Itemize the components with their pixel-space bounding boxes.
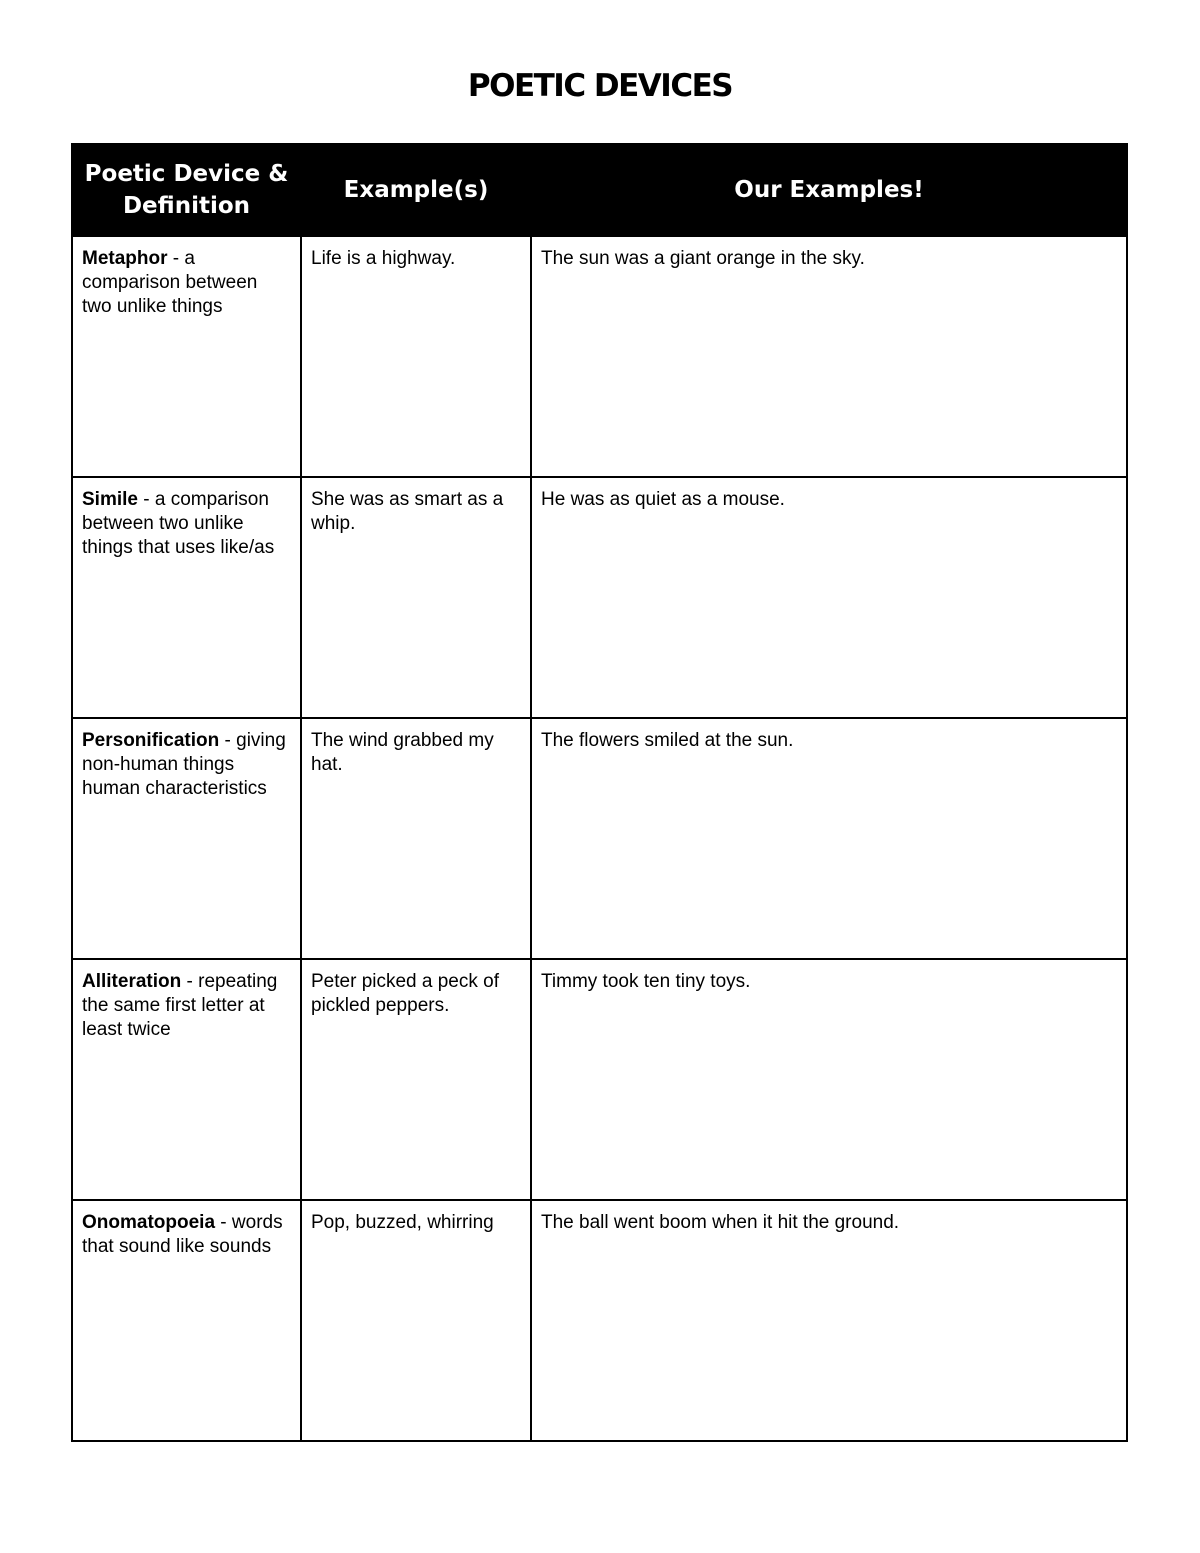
device-term: Onomatopoeia <box>82 1212 216 1233</box>
header-our-examples: Our Examples! <box>531 144 1127 236</box>
device-term: Alliteration <box>82 971 182 992</box>
device-definition: - repeating the same first letter at least twice <box>82 971 278 1040</box>
table-row <box>72 718 1127 959</box>
table-row <box>72 236 1127 477</box>
device-definition: - a comparison between two unlike things that uses like/as <box>82 489 275 558</box>
page-title: POETIC DEVICES <box>467 68 733 104</box>
table-row <box>72 477 1127 718</box>
example-cell: The wind grabbed my hat. <box>301 718 531 959</box>
device-definition-cell <box>72 1200 301 1441</box>
header-examples: Example(s) <box>301 144 531 236</box>
our-example-cell: The ball went boom when it hit the ground. <box>531 1200 1127 1441</box>
device-definition-cell <box>72 477 301 718</box>
device-definition-cell <box>72 236 301 477</box>
device-term: Metaphor <box>82 248 168 269</box>
example-cell: Pop, buzzed, whirring <box>301 1200 531 1441</box>
example-cell: Peter picked a peck of pickled peppers. <box>301 959 531 1200</box>
our-example-cell: The sun was a giant orange in the sky. <box>531 236 1127 477</box>
device-term: Personification <box>82 730 220 751</box>
device-definition-cell <box>72 718 301 959</box>
table-row <box>72 959 1127 1200</box>
poetic-devices-table <box>71 143 1128 1442</box>
header-device-definition: Poetic Device & Definition <box>72 144 301 236</box>
our-example-cell: Timmy took ten tiny toys. <box>531 959 1127 1200</box>
device-definition: - giving non-human things human characteristics <box>82 730 286 799</box>
device-definition: - words that sound like sounds <box>82 1212 283 1257</box>
device-definition-cell <box>72 959 301 1200</box>
device-definition: - a comparison between two unlike things <box>82 248 258 317</box>
example-cell: She was as smart as a whip. <box>301 477 531 718</box>
our-example-cell: He was as quiet as a mouse. <box>531 477 1127 718</box>
our-example-cell: The flowers smiled at the sun. <box>531 718 1127 959</box>
example-cell: Life is a highway. <box>301 236 531 477</box>
table-header-row <box>72 144 1127 236</box>
table-row <box>72 1200 1127 1441</box>
device-term: Simile <box>82 489 138 510</box>
